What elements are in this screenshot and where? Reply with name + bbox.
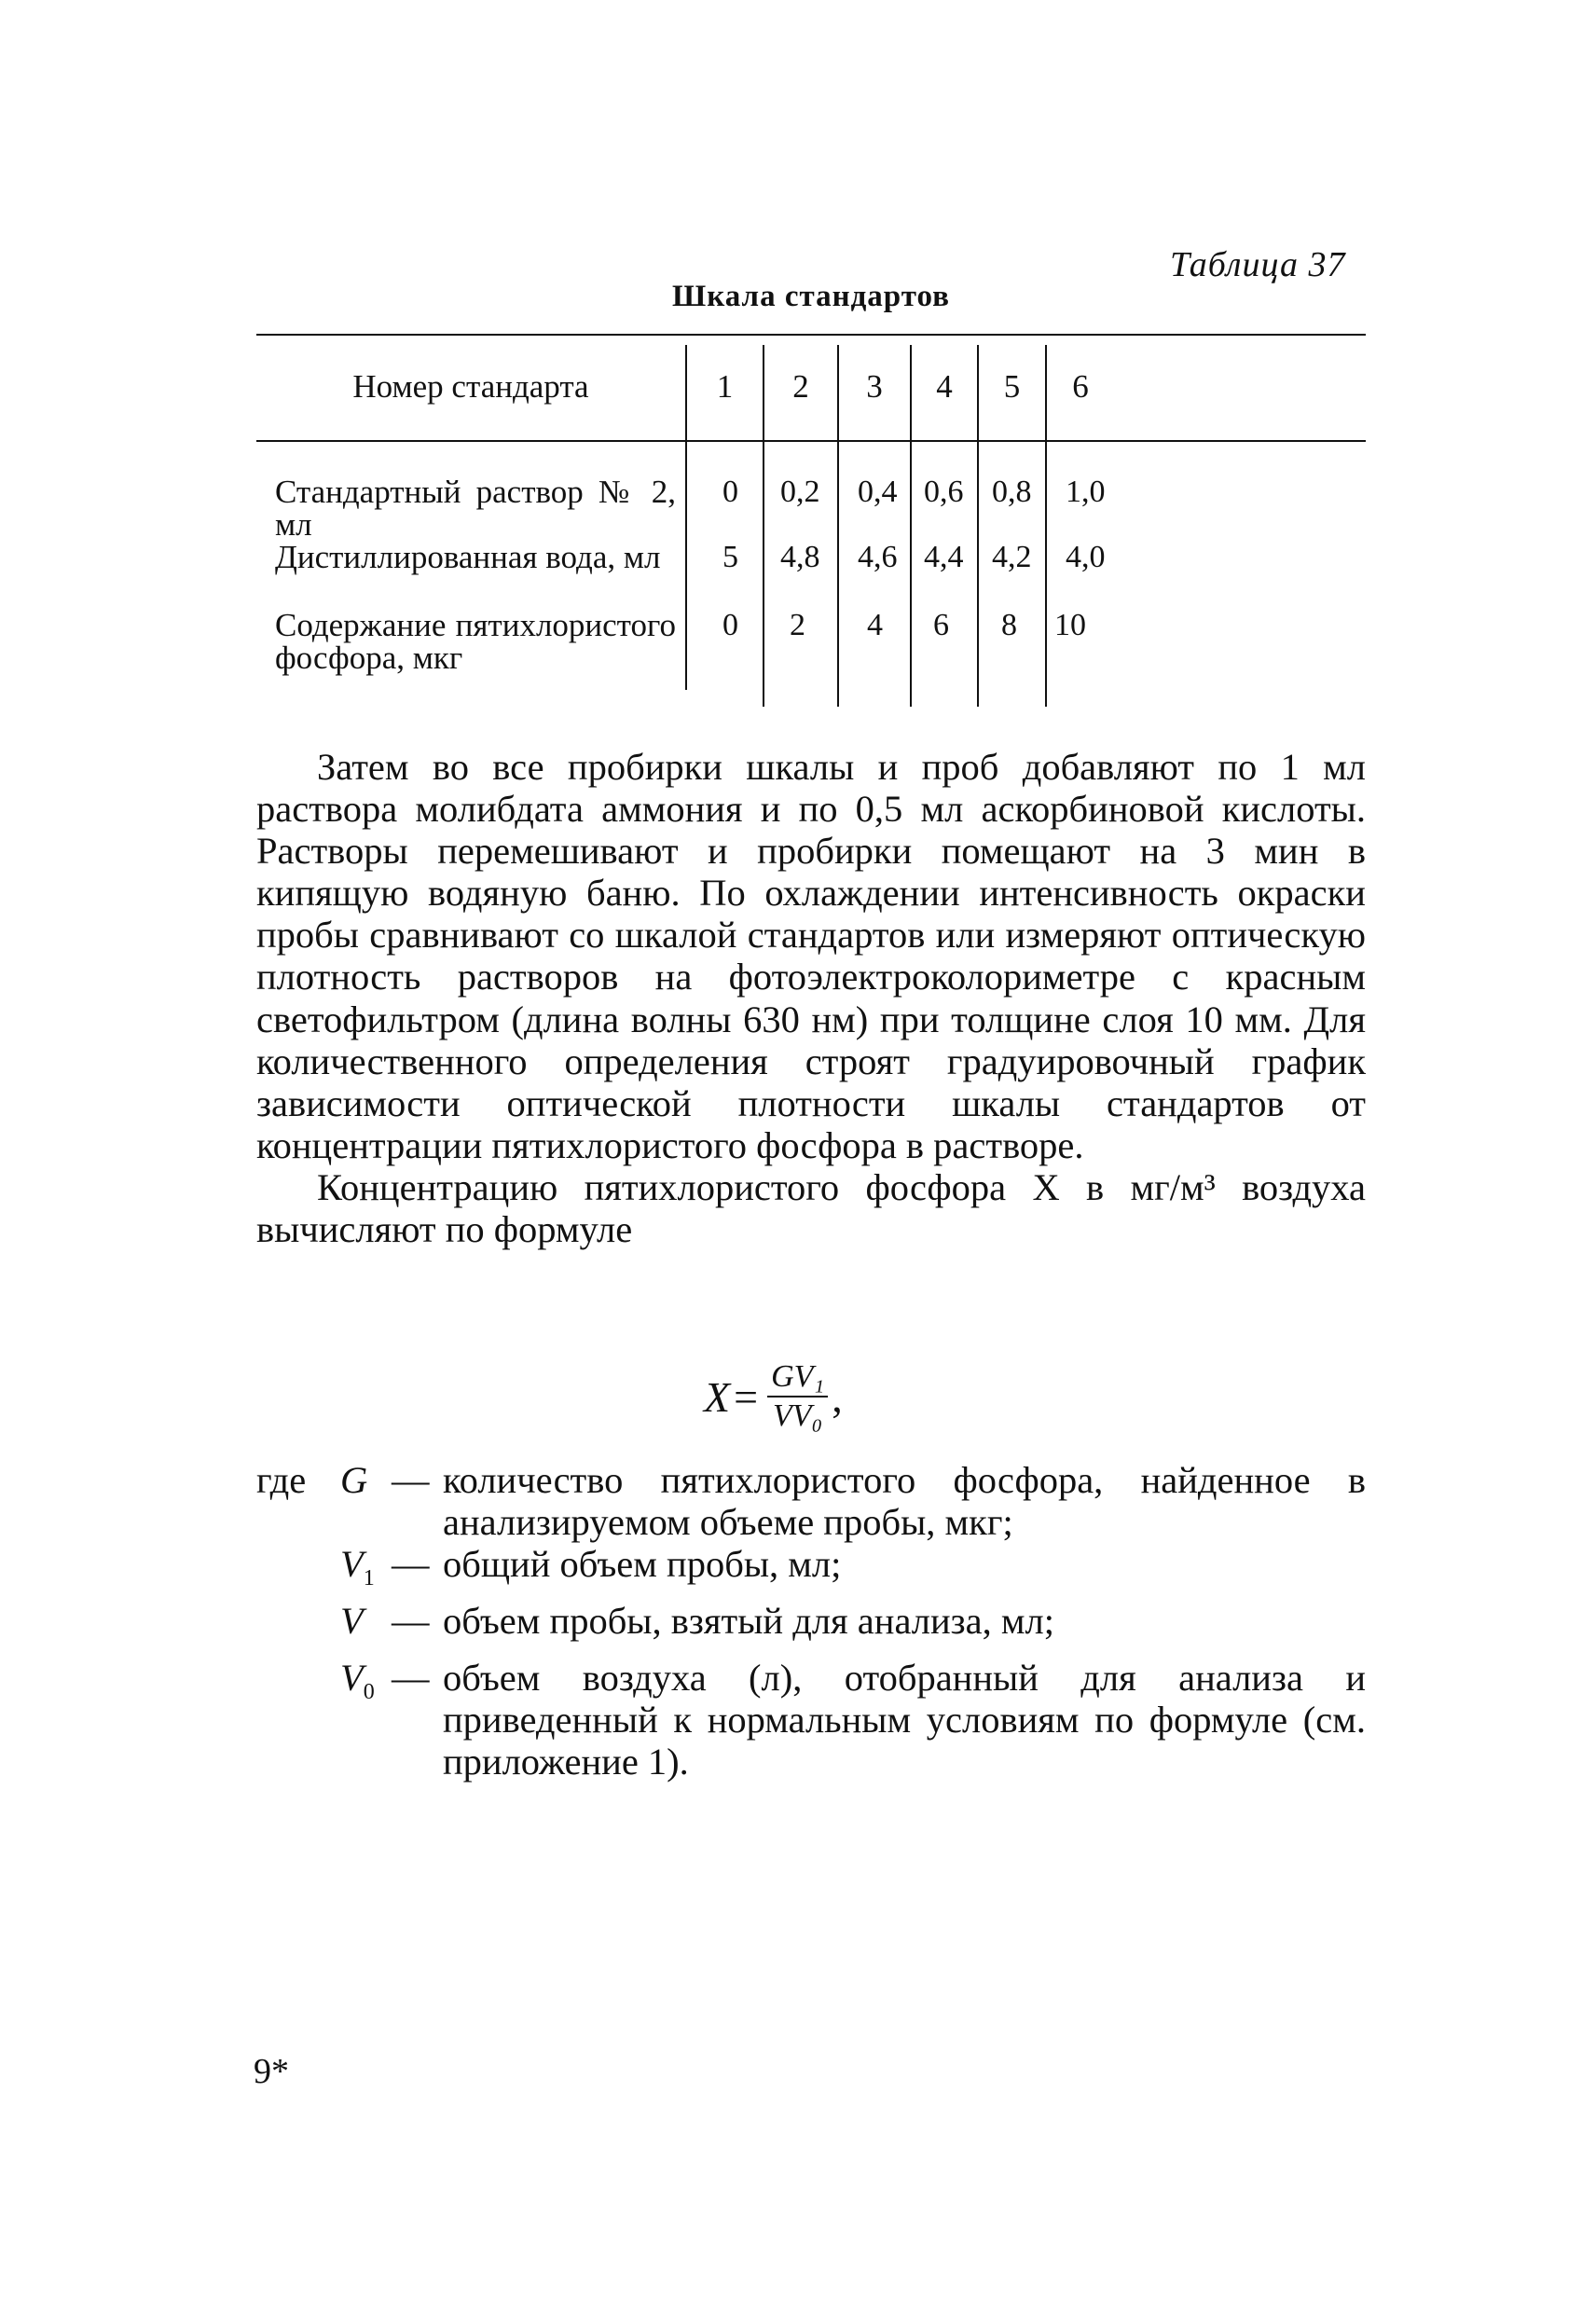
header-column-3: 3 [866, 368, 883, 405]
table-title: Шкала стандартов [672, 280, 950, 313]
table-cell: 0,8 [992, 475, 1032, 509]
definition-text: общий объем пробы, мл; [443, 1543, 842, 1585]
standards-table [256, 334, 1366, 707]
definition-row [256, 1459, 1366, 1543]
table-header-rule [256, 440, 1366, 442]
concentration-formula [704, 1359, 843, 1434]
header-column-4: 4 [936, 368, 953, 405]
table-cell: 1,0 [1066, 475, 1106, 509]
table-cell: 10 [1054, 608, 1086, 642]
definition-text: количество пятихлористого фосфора, найденное в анализируемом объеме пробы, мкг; [443, 1459, 1366, 1543]
row-label-standard-solution: Стандартный раствор № 2, мл [275, 474, 676, 543]
table-cell: 0 [722, 608, 738, 642]
table-cell: 5 [722, 540, 738, 574]
table-cell: 6 [933, 608, 949, 642]
definition-symbol: $V_0$ [340, 1657, 375, 1705]
header-column-5: 5 [1003, 368, 1021, 405]
table-cell: 4,6 [858, 540, 898, 574]
paragraph: Затем во все пробирки шкалы и проб добавляют по 1 мл раствора молибдата аммония и по 0,5 мл аскорбиновой кислоты. Растворы перемешивают и пробирки помещают на 3 мин в кипящую водяную баню. По охлаждении интенсивность окраски пробы сравнивают со шкалой стандартов или измеряют оптическую плотность растворов на фотоэлектроколориметре с красным светофильтром (длина волны 630 нм) при толщине слоя 10 мм. Для количественного определения строят градуировочный график зависимости оптической плотности шкалы стандартов от концентрации пятихлористого фосфора в растворе. [256, 746, 1366, 1166]
header-column-6: 6 [1072, 368, 1089, 405]
formula-equals: = [734, 1372, 759, 1421]
row-label-phosphorus-content: Содержание пятихлористого фосфора, мкг [275, 607, 676, 676]
definition-dash: — [392, 1543, 430, 1585]
header-column-2: 2 [792, 368, 809, 405]
variable-definitions [256, 1459, 1366, 1783]
definition-text: объем воздуха (л), отобранный для анализа и приведенный к нормальным условиям по формуле (см. приложение 1). [443, 1657, 1366, 1783]
formula-numerator: GV₁ [767, 1359, 828, 1397]
formula-lhs: X [704, 1372, 731, 1421]
definition-row [256, 1600, 1366, 1657]
formula-comma: , [832, 1372, 843, 1421]
paragraph: Концентрацию пятихлористого фосфора X в мг/м³ воздуха вычисляют по формуле [256, 1165, 1366, 1251]
table-cell: 4,4 [924, 540, 964, 574]
table-cell: 4,2 [992, 540, 1032, 574]
definition-dash: — [392, 1459, 430, 1501]
definition-row [256, 1543, 1366, 1600]
formula-fraction [767, 1359, 828, 1434]
definition-row [256, 1657, 1366, 1783]
definition-dash: — [392, 1657, 430, 1700]
table-cell: 8 [1001, 608, 1017, 642]
definition-text: объем пробы, взятый для анализа, мл; [443, 1600, 1054, 1643]
page-number: 9* [254, 2052, 289, 2091]
table-number-label: Таблица 37 [1170, 245, 1346, 284]
table-cell: 4,8 [780, 540, 820, 574]
table-cell: 2 [790, 608, 805, 642]
definitions-prefix: где [256, 1459, 307, 1501]
header-column-1: 1 [716, 368, 734, 405]
definition-symbol: G [340, 1459, 368, 1501]
table-cell: 0,2 [780, 475, 820, 509]
definition-symbol: $V_1$ [340, 1543, 375, 1591]
definition-dash: — [392, 1600, 430, 1643]
formula-denominator: VV₀ [772, 1398, 823, 1433]
table-cell: 4 [867, 608, 883, 642]
table-cell: 0,4 [858, 475, 898, 509]
table-cell: 0,6 [924, 475, 964, 509]
table-cell: 0 [722, 475, 738, 509]
definition-symbol: V [340, 1600, 364, 1643]
row-label-distilled-water: Дистиллированная вода, мл [275, 539, 661, 575]
body-text [256, 746, 1366, 1250]
header-label: Номер стандарта [352, 368, 589, 405]
table-cell: 4,0 [1066, 540, 1106, 574]
